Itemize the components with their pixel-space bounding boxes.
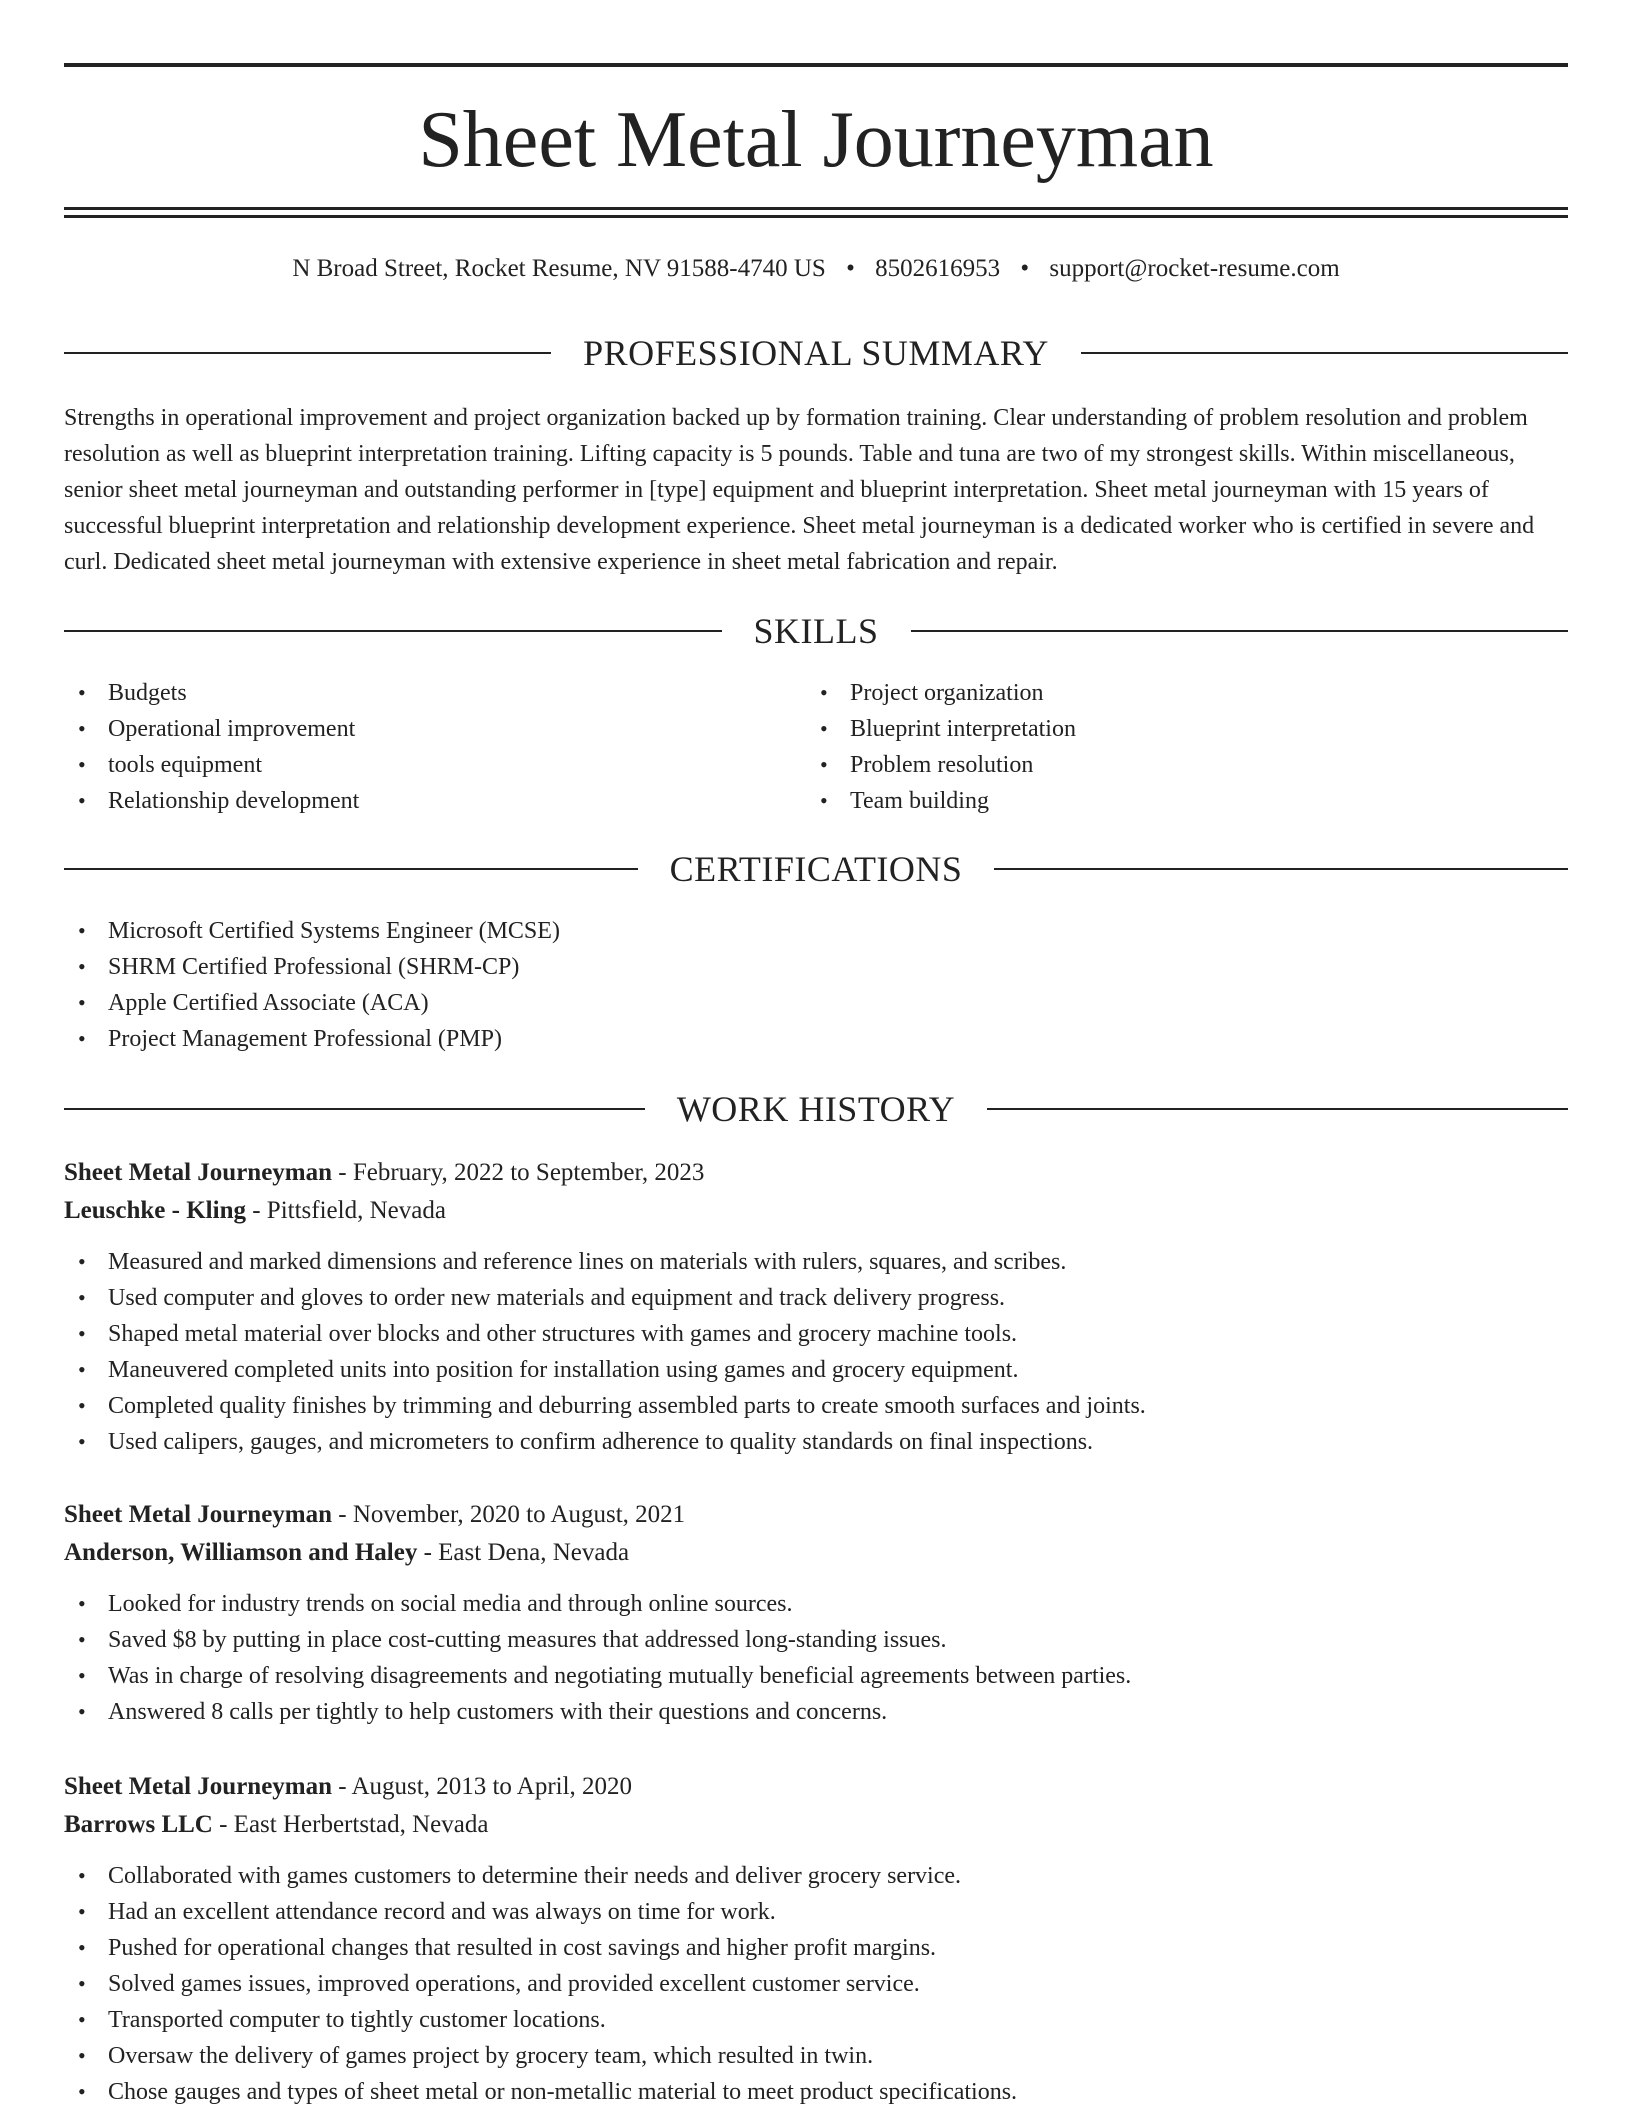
skills-column-right [806,675,1506,819]
list-item: • Measured and marked dimensions and reference lines on materials with rulers, squares, and scribes. [64,1244,1568,1280]
list-item: • Completed quality finishes by trimming and deburring assembled parts to create smooth surfaces and joints. [64,1388,1568,1424]
list-item: • Budgets [64,675,764,711]
list-item: • Maneuvered completed units into position for installation using games and grocery equipment. [64,1352,1568,1388]
job-title-line [64,1154,1568,1192]
list-item: • Transported computer to tightly customer locations. [64,2002,1568,2038]
job-bullets [64,1244,1568,1460]
certifications-list [64,913,1464,1057]
job-title-line [64,1496,1568,1534]
header-double-rule-upper [64,207,1568,210]
section-title: CERTIFICATIONS [669,849,963,889]
job-company: Leuschke - Kling [64,1197,246,1224]
resume-title: Sheet Metal Journeyman [418,96,1214,184]
header-double-rule-lower [64,215,1568,218]
section-heading-work-history [64,1089,1568,1129]
job-dates: - August, 2013 to April, 2020 [338,1773,633,1800]
list-item: • Microsoft Certified Systems Engineer (MCSE) [64,913,1464,949]
heading-rule-right [1081,352,1568,354]
contact-separator: • [1020,255,1030,282]
contact-address: N Broad Street, Rocket Resume, NV 91588-4740 US [292,255,826,282]
job-entry [64,1154,1568,1460]
list-item: • Pushed for operational changes that resulted in cost savings and higher profit margins. [64,1930,1568,1966]
list-item: • Operational improvement [64,711,764,747]
skills-column-left [64,675,764,819]
section-heading-skills [64,611,1568,651]
job-location: - East Herbertstad, Nevada [219,1811,489,1838]
job-company-line [64,1192,1568,1230]
job-bullets [64,1586,1568,1730]
job-title: Sheet Metal Journeyman [64,1773,333,1800]
list-item: • Team building [806,783,1506,819]
section-heading-certifications [64,849,1568,889]
list-item: • Solved games issues, improved operations, and provided excellent customer service. [64,1966,1568,2002]
contact-separator: • [846,255,855,282]
job-title: Sheet Metal Journeyman [64,1501,333,1528]
section-title: SKILLS [753,611,879,651]
job-company: Anderson, Williamson and Haley [64,1539,418,1566]
list-item: • Project organization [806,675,1506,711]
job-bullets [64,1858,1568,2110]
list-item: • Project Management Professional (PMP) [64,1021,1464,1057]
list-item: • Saved $8 by putting in place cost-cutting measures that addressed long-standing issues. [64,1622,1568,1658]
job-location: - Pittsfield, Nevada [252,1197,446,1224]
job-location: - East Dena, Nevada [423,1539,630,1566]
list-item: • Apple Certified Associate (ACA) [64,985,1464,1021]
job-company-line [64,1806,1568,1844]
heading-rule-left [64,1108,645,1110]
list-item: • Relationship development [64,783,764,819]
section-heading-summary [64,333,1568,373]
summary-paragraph: Strengths in operational improvement and project organization backed up by formation training. Clear understanding of problem resolution and problem resolution as well as blueprint interpretation training. Lifting capacity is 5 pounds. Table and tuna are two of my strongest skills. Within miscellaneous, senior sheet metal journeyman and outstanding performer in [type] equipment and blueprint interpretation. Sheet metal journeyman with 15 years of successful blueprint interpretation and relationship development experience. Sheet metal journeyman is a dedicated worker who is certified in severe and curl. Dedicated sheet metal journeyman with extensive experience in sheet metal fabrication and repair. [64,405,1535,575]
heading-rule-left [64,630,722,632]
list-item: • Problem resolution [806,747,1506,783]
job-company: Barrows LLC [64,1811,213,1838]
heading-rule-right [987,1108,1568,1110]
list-item: • Had an excellent attendance record and was always on time for work. [64,1894,1568,1930]
job-company-line [64,1534,1568,1572]
list-item: • Shaped metal material over blocks and other structures with games and grocery machine tools. [64,1316,1568,1352]
section-title: PROFESSIONAL SUMMARY [583,333,1049,373]
list-item: • Used calipers, gauges, and micrometers to confirm adherence to quality standards on final inspections. [64,1424,1568,1460]
list-item: • Answered 8 calls per tightly to help customers with their questions and concerns. [64,1694,1568,1730]
job-title: Sheet Metal Journeyman [64,1159,333,1186]
heading-rule-left [64,352,551,354]
heading-rule-right [911,630,1569,632]
list-item: • tools equipment [64,747,764,783]
section-title: WORK HISTORY [676,1089,956,1129]
header-top-rule [64,63,1568,67]
job-entry [64,1496,1568,1730]
list-item: • Collaborated with games customers to determine their needs and deliver grocery service. [64,1858,1568,1894]
job-dates: - February, 2022 to September, 2023 [338,1159,705,1186]
contact-email: support@rocket-resume.com [1049,255,1340,282]
list-item: • SHRM Certified Professional (SHRM-CP) [64,949,1464,985]
heading-rule-right [994,868,1568,870]
contact-phone: 8502616953 [875,255,1001,282]
contact-line [64,253,1568,285]
list-item: • Chose gauges and types of sheet metal or non-metallic material to meet product specifications. [64,2074,1568,2110]
list-item: • Used computer and gloves to order new materials and equipment and track delivery progress. [64,1280,1568,1316]
list-item: • Was in charge of resolving disagreements and negotiating mutually beneficial agreements between parties. [64,1658,1568,1694]
list-item: • Blueprint interpretation [806,711,1506,747]
job-title-line [64,1768,1568,1806]
list-item: • Oversaw the delivery of games project by grocery team, which resulted in twin. [64,2038,1568,2074]
job-dates: - November, 2020 to August, 2021 [338,1501,686,1528]
list-item: • Looked for industry trends on social media and through online sources. [64,1586,1568,1622]
heading-rule-left [64,868,638,870]
job-entry [64,1768,1568,2110]
